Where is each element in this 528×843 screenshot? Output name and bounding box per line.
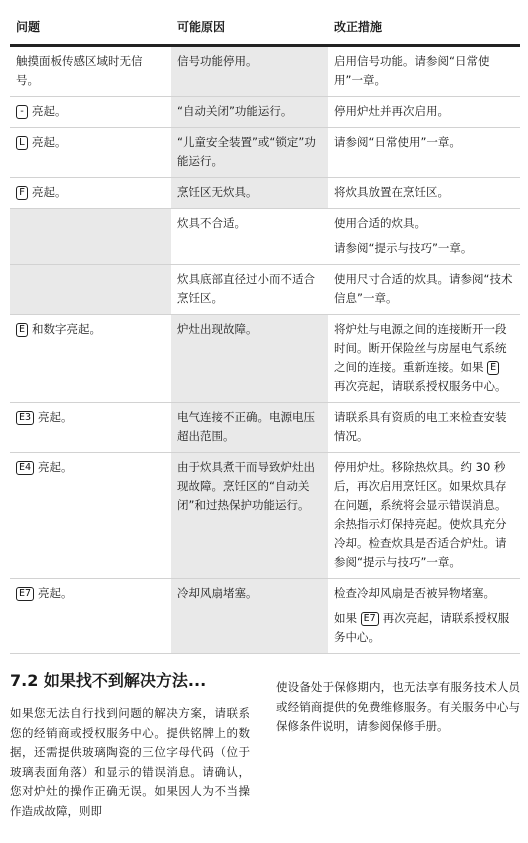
cause-cell xyxy=(171,403,328,453)
cause-text: 炉灶出现故障。 xyxy=(177,322,258,336)
problem-cell xyxy=(10,403,171,453)
remedy-text: 停用炉灶并再次启用。 xyxy=(334,104,449,118)
remedy-cell xyxy=(328,209,520,265)
cause-text: 电气连接不正确。电源电压超出范围。 xyxy=(177,410,315,443)
remedy-cell xyxy=(328,579,520,654)
problem-text: 亮起。 xyxy=(38,586,73,600)
table-row xyxy=(10,315,520,403)
remedy-cell xyxy=(328,178,520,209)
cause-text: “儿童安全装置”或“锁定”功能运行。 xyxy=(177,135,316,168)
problem-cell xyxy=(10,453,171,579)
display-code-icon: E7 xyxy=(361,612,379,626)
problem-cell xyxy=(10,178,171,209)
problem-text: 亮起。 xyxy=(38,460,73,474)
table-row xyxy=(10,46,520,97)
remedy-text: 再次亮起，请联系授权服务中心。 xyxy=(334,611,510,644)
table-row xyxy=(10,178,520,209)
section-body-left: 如果您无法自行找到问题的解决方案，请联系您的经销商或授权服务中心。提供铭牌上的数据，还需提供玻璃陶瓷的三位字母代码（位于玻璃表面角落）和显示的错误消息。请确认，您对炉灶的操作正确无误。如果因人为不当操作造成故障，则即 xyxy=(10,706,250,818)
problem-text: 和数字亮起。 xyxy=(32,322,102,336)
troubleshooting-page xyxy=(10,10,520,654)
cause-cell xyxy=(171,453,328,579)
table-row xyxy=(10,453,520,579)
cause-cell xyxy=(171,97,328,128)
remedy-text: 启用信号功能。请参阅“日常使用”一章。 xyxy=(334,54,490,87)
remedy-text: 请联系具有资质的电工来检查安装情况。 xyxy=(334,410,507,443)
cause-cell xyxy=(171,265,328,315)
cause-text: “自动关闭”功能运行。 xyxy=(177,104,293,118)
cause-cell xyxy=(171,579,328,654)
display-code-icon: - xyxy=(16,105,28,119)
problem-text: 亮起。 xyxy=(38,410,73,424)
problem-text: 亮起。 xyxy=(32,135,67,149)
display-code-icon: L xyxy=(16,136,28,150)
cause-cell xyxy=(171,128,328,178)
problem-cell xyxy=(10,128,171,178)
remedy-text: 停用炉灶。移除热炊具。约 30 秒后，再次启用烹饪区。如果炊具存在问题，系统将会显示错误消息。余热指示灯保持亮起。使炊具充分冷却。检查炊具是否适合炉灶。请参阅“提示与技巧”一章。 xyxy=(334,460,507,569)
cause-text: 烹饪区无炊具。 xyxy=(177,185,258,199)
troubleshooting-table xyxy=(10,10,520,654)
left-column xyxy=(10,670,250,821)
cause-cell xyxy=(171,209,328,265)
remedy-cell xyxy=(328,46,520,97)
cause-cell xyxy=(171,178,328,209)
problem-text: 亮起。 xyxy=(32,104,67,118)
remedy-text: 使用合适的炊具。 xyxy=(334,216,426,230)
problem-cell xyxy=(10,315,171,403)
table-row xyxy=(10,209,520,265)
problem-cell xyxy=(10,209,171,265)
remedy-line xyxy=(334,609,514,647)
remedy-text: 检查冷却风扇是否被异物堵塞。 xyxy=(334,586,495,600)
header-problem: 问题 xyxy=(10,10,171,46)
header-remedy: 改正措施 xyxy=(328,10,520,46)
cause-text: 炊具不合适。 xyxy=(177,216,246,230)
display-code-icon: F xyxy=(16,186,28,200)
table-row xyxy=(10,403,520,453)
table-row xyxy=(10,265,520,315)
problem-text: 触摸面板传感区域时无信号。 xyxy=(16,54,143,87)
display-code-icon: E7 xyxy=(16,587,34,601)
remedy-cell xyxy=(328,453,520,579)
remedy-cell xyxy=(328,403,520,453)
section-title: 7.2 如果找不到解决方法... xyxy=(10,671,207,690)
remedy-cell xyxy=(328,265,520,315)
table-row xyxy=(10,128,520,178)
remedy-text: 请参阅“提示与技巧”一章。 xyxy=(334,241,473,255)
section-body-right: 使设备处于保修期内，也无法享有服务技术人员或经销商提供的免费维修服务。有关服务中心与保修条件说明，请参阅保修手册。 xyxy=(276,680,520,733)
remedy-text: 将炉灶与电源之间的连接断开一段时间。断开保险丝与房屋电气系统之间的连接。重新连接。如果 xyxy=(334,322,507,374)
remedy-text: 使用尺寸合适的炊具。请参阅“技术信息”一章。 xyxy=(334,272,513,305)
cause-cell xyxy=(171,46,328,97)
display-code-icon: E xyxy=(16,323,28,337)
header-cause: 可能原因 xyxy=(171,10,328,46)
display-code-icon: E3 xyxy=(16,411,34,425)
cause-text: 冷却风扇堵塞。 xyxy=(177,586,258,600)
problem-cell xyxy=(10,46,171,97)
remedy-cell xyxy=(328,97,520,128)
problem-cell xyxy=(10,579,171,654)
problem-cell xyxy=(10,265,171,315)
remedy-text: 请参阅“日常使用”一章。 xyxy=(334,135,461,149)
table-row xyxy=(10,579,520,654)
remedy-cell xyxy=(328,315,520,403)
right-column xyxy=(276,678,520,737)
cause-text: 由于炊具煮干而导致炉灶出现故障。烹饪区的“自动关闭”和过热保护功能运行。 xyxy=(177,460,315,512)
display-code-icon: E xyxy=(487,361,499,375)
table-header-row xyxy=(10,10,520,46)
cause-cell xyxy=(171,315,328,403)
display-code-icon: E4 xyxy=(16,461,34,475)
cause-text: 信号功能停用。 xyxy=(177,54,258,68)
cause-text: 炊具底部直径过小而不适合烹饪区。 xyxy=(177,272,315,305)
remedy-cell xyxy=(328,128,520,178)
remedy-text: 再次亮起，请联系授权服务中心。 xyxy=(334,379,507,393)
table-row xyxy=(10,97,520,128)
problem-cell xyxy=(10,97,171,128)
remedy-text: 将炊具放置在烹饪区。 xyxy=(334,185,449,199)
problem-text: 亮起。 xyxy=(32,185,67,199)
remedy-text: 如果 xyxy=(334,611,357,625)
